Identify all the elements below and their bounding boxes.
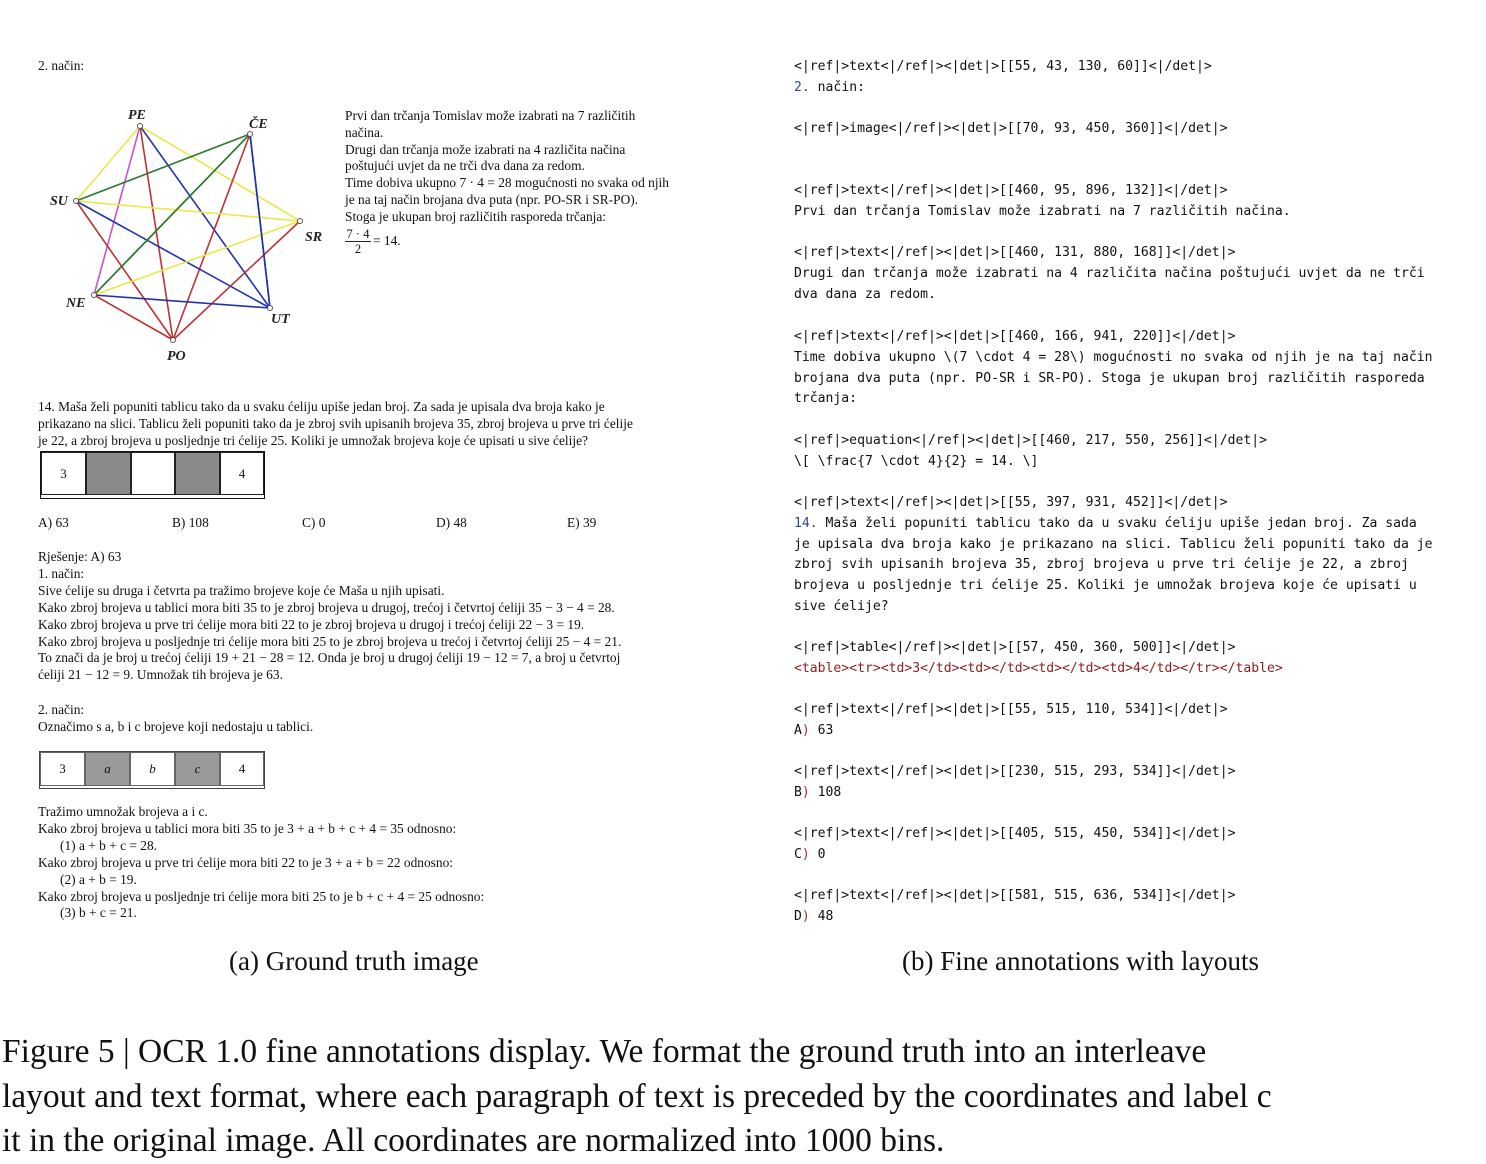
solution-final [38,804,484,922]
text-line: To znači da je broj u trećoj ćeliji 19 + 21 − 28 = 12. Onda je broj u drugoj ćeliji 19 − 12 = 7, a broj u četvrtoj [38,650,621,666]
table-cell: 4 [220,452,264,495]
annotation-tag: <|ref|>image<|/ref|><|det|>[[70, 93, 450, 360]]<|/det|> [794,121,1228,136]
annotation-tag: <|ref|>text<|/ref|><|det|>[[460, 131, 880, 168]]<|/det|> [794,245,1236,260]
text-line: je na taj način brojana dva puta (npr. PO-SR i SR-PO). [345,191,639,207]
subcaption-b: (b) Fine annotations with layouts [902,946,1259,976]
fraction-denominator: 2 [345,241,371,256]
annotation-line: 14. Maša želi popuniti tablicu tako da u svaku ćeliju upiše jedan broj. Za sada [794,515,1417,531]
annotation-line: Prvi dan trčanja Tomislav može izabrati na 7 različitih načina. [794,203,1291,219]
text-line: Kako zbroj brojeva u posljednje tri ćelije mora biti 25 to je b + c + 4 = 25 odnosno: [38,888,485,904]
option-a: A) 63 [38,515,69,530]
annotation-line: brojeva u posljednje tri ćelije 25. Koliki je umnožak brojeva koje će upisati u [794,578,1417,594]
text-line: 2. način: [38,702,85,717]
annotation-line: D) 48 [794,908,834,924]
annotation-block [794,57,1212,99]
subcaption-a: (a) Ground truth image [229,946,479,976]
annotation-tag: <|ref|>text<|/ref|><|det|>[[460, 166, 941, 220]]<|/det|> [794,329,1236,344]
text-line: Time dobiva ukupno 7 · 4 = 28 mogućnosti no svaka od njih [345,175,669,191]
annotation-block [794,824,1235,866]
text-line: Prvi dan trčanja Tomislav može izabrati na 7 različitih [345,108,636,123]
fraction-result: = 14. [373,232,401,248]
text-line: Kako zbroj brojeva u tablici mora biti 35 to je 3 + a + b + c + 4 = 35 odnosno: [38,820,457,836]
text-line: poštujući uvjet da ne trči dva dana za redom. [345,158,585,174]
annotation-tag: <|ref|>table<|/ref|><|det|>[[57, 450, 360, 500]]<|/det|> [794,640,1236,655]
variable-table [39,751,265,789]
text-line: Označimo s a, b i c brojeve koji nedostaju u tablici. [38,718,314,734]
method-heading: 2. način: [38,58,85,73]
text-line: je 22, a zbroj brojeva u posljednje tri ćelije 25. Koliki je umnožak brojeva koje će upisati u sive ćelije? [38,432,588,448]
annotation-block [794,327,1433,410]
annotation-line: je upisala dva broja kako je prikazano na slici. Tablicu želi popuniti tako da je [794,536,1433,552]
annotation-line: sive ćelije? [794,598,889,614]
text-line: ćeliji 21 − 12 = 9. Umnožak tih brojeva je 63. [38,667,283,683]
annotation-block [794,243,1425,305]
table-cell-gray: a [85,752,130,786]
node-label: PO [167,349,186,364]
node-label: UT [271,312,290,327]
option-e: E) 39 [567,515,597,530]
text-line: Kako zbroj brojeva u prve tri ćelije mora biti 22 to je zbroj brojeva u drugoj i trećoj ćeliji 22 − 3 = 19. [38,616,585,632]
table-cell-gray [175,452,220,495]
caption-line: it in the original image. All coordinates are normalized into 1000 bins. [2,1122,945,1159]
text-line: prikazano na slici. Tablicu želi popuniti tako da je zbroj svih upisanih brojeva 35, zbroj brojeva u prve tri ćelije [38,415,633,431]
text-line: Kako zbroj brojeva u prve tri ćelije mora biti 22 to je 3 + a + b = 22 odnosno: [38,854,453,870]
text-line: Tražimo umnožak brojeva a i c. [38,804,208,819]
annotation-tag: <|ref|>text<|/ref|><|det|>[[55, 515, 110, 534]]<|/det|> [794,702,1228,717]
text-line: 1. način: [38,565,85,581]
annotation-block [794,638,1283,680]
text-line: 14. Maša želi popuniti tablicu tako da u svaku ćeliju upiše jedan broj. Za sada je upisala dva broja kako je [38,399,605,414]
weekday-graph [40,100,340,370]
table-cell: b [130,752,175,786]
solution-method-2 [38,702,313,736]
question-14 [38,399,633,449]
annotation-block [794,762,1235,804]
annotation-tag: <|ref|>text<|/ref|><|det|>[[405, 515, 450, 534]]<|/det|> [794,826,1236,841]
annotation-line: Drugi dan trčanja može izabrati na 4 različita načina poštujući uvjet da ne trči [794,265,1425,281]
table-cell: 4 [220,752,264,786]
text-line: (1) a + b + c = 28. [60,837,158,853]
annotation-block [794,700,1228,742]
annotation-block [794,431,1267,473]
annotation-line: 2. način: [794,79,865,95]
figure-caption [2,1030,1486,1164]
table-cell: 3 [40,752,85,786]
annotation-tag: <|ref|>equation<|/ref|><|det|>[[460, 217, 550, 256]]<|/det|> [794,433,1267,448]
table-cell-gray [86,452,131,495]
annotation-block [794,886,1235,928]
node-label: PE [128,108,146,123]
text-line: načina. [345,124,384,140]
annotation-tag: <|ref|>text<|/ref|><|det|>[[581, 515, 636, 534]]<|/det|> [794,888,1236,903]
node-label: SR [305,230,323,245]
table-cell [131,452,175,495]
node-label: NE [66,296,86,311]
node-label: SU [50,194,68,209]
solution-method-1 [38,549,621,684]
annotation-line: dva dana za redom. [794,286,936,302]
text-line: Sive ćelije su druga i četvrta pa tražimo brojeve koje će Maša u njih upisati. [38,582,445,598]
annotation-line: B) 108 [794,784,842,800]
annotation-line: C) 0 [794,846,826,862]
option-b: B) 108 [172,515,209,530]
fraction-numerator: 7 · 4 [346,226,370,241]
node-label: ČE [249,117,268,132]
annotation-line: \[ \frac{7 \cdot 4}{2} = 14. \] [794,453,1039,469]
caption-line: Figure 5 | OCR 1.0 fine annotations display. We format the ground truth into an interleave [2,1033,1207,1070]
annotation-line: Time dobiva ukupno \(7 \cdot 4 = 28\) mogućnosti no svaka od njih je na taj način [794,349,1433,365]
annotation-line: brojana dva puta (npr. PO-SR i SR-PO). Stoga je ukupan broj različitih rasporeda [794,370,1425,386]
text-line: Rješenje: A) 63 [38,549,122,564]
annotation-tag: <|ref|>text<|/ref|><|det|>[[230, 515, 293, 534]]<|/det|> [794,764,1236,779]
fraction-equation [345,227,715,256]
annotation-block [794,119,1228,140]
annotation-line: zbroj svih upisanih brojeva 35, zbroj brojeva u prve tri ćelije je 22, a zbroj [794,557,1409,573]
text-line: Stoga je ukupan broj različitih rasporeda trčanja: [345,208,607,224]
table-cell: 3 [41,452,86,495]
text-line: (3) b + c = 21. [60,905,137,921]
table-cell-gray: c [175,752,220,786]
caption-line: layout and text format, where each paragraph of text is preceded by the coordinates and label c [2,1077,1272,1115]
option-d: D) 48 [436,515,467,530]
graph-explanation [345,108,715,256]
text-line: (2) a + b = 19. [60,871,137,887]
text-line: Drugi dan trčanja može izabrati na 4 različita načina [345,141,626,157]
annotation-line: A) 63 [794,722,834,738]
question-table [40,451,265,499]
text-line: Kako zbroj brojeva u tablici mora biti 35 to je zbroj brojeva u drugoj, trećoj i četvrtoj ćeliji 35 − 3 − 4 = 28. [38,599,615,615]
annotation-block [794,181,1291,223]
annotation-tag: <|ref|>text<|/ref|><|det|>[[55, 43, 130, 60]]<|/det|> [794,59,1212,74]
annotation-tag: <|ref|>text<|/ref|><|det|>[[55, 397, 931, 452]]<|/det|> [794,495,1228,510]
annotation-tag: <|ref|>text<|/ref|><|det|>[[460, 95, 896, 132]]<|/det|> [794,183,1228,198]
annotation-line: trčanja: [794,391,858,407]
option-c: C) 0 [302,515,326,530]
annotation-block [794,493,1433,618]
annotation-line: <table><tr><td>3</td><td></td><td></td><td>4</td></tr></table> [794,660,1283,676]
text-line: Kako zbroj brojeva u posljednje tri ćelije mora biti 25 to je zbroj brojeva u trećoj i četvrtoj ćeliji 25 − 4 = 21. [38,633,622,649]
